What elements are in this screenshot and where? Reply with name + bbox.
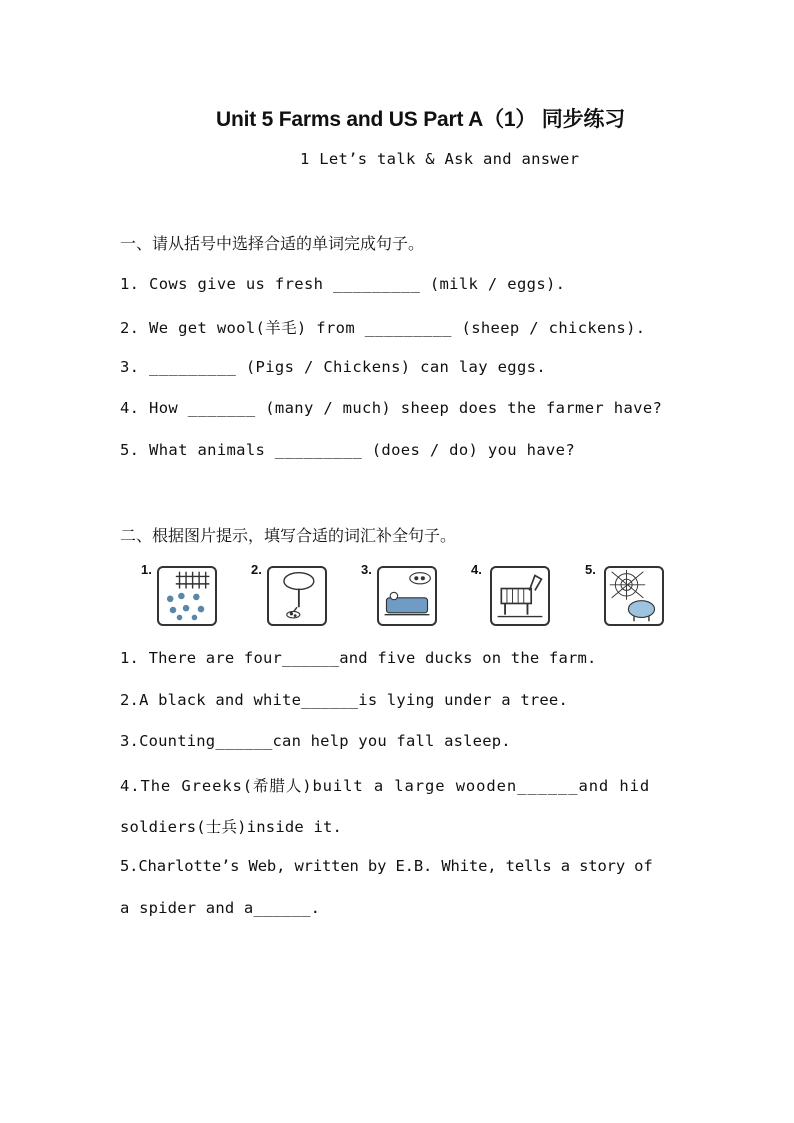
chickens-ducks-fence-icon <box>157 566 217 626</box>
picture-label-5: 5. <box>585 562 596 577</box>
section1-question-2: 2. We get wool(羊毛) from _________ (sheep / chickens). <box>120 319 646 337</box>
section2-heading: 二、根据图片提示，填写合适的词汇补全句子。 <box>120 526 457 545</box>
page-subtitle: 1 Let’s talk & Ask and answer <box>300 150 580 168</box>
section2-sentence-4-continued: soldiers(士兵)inside it. <box>120 818 343 836</box>
section2-sentence-5-continued: a spider and a______. <box>120 899 321 917</box>
section1-question-4: 4. How _______ (many / much) sheep does the farmer have? <box>120 399 663 417</box>
picture-label-3: 3. <box>361 562 372 577</box>
picture-label-4: 4. <box>471 562 482 577</box>
section1-question-1: 1. Cows give us fresh _________ (milk / eggs). <box>120 275 566 293</box>
picture-label-1: 1. <box>141 562 152 577</box>
sleeping-counting-sheep-icon <box>377 566 437 626</box>
picture-label-2: 2. <box>251 562 262 577</box>
section2-sentence-1: 1. There are four______and five ducks on the farm. <box>120 649 597 667</box>
section1-question-5: 5. What animals _________ (does / do) you have? <box>120 441 576 459</box>
wooden-horse-icon <box>490 566 550 626</box>
section2-sentence-3: 3.Counting______can help you fall asleep. <box>120 732 511 750</box>
page-title: Unit 5 Farms and US Part A（1） 同步练习 <box>216 108 625 131</box>
section2-sentence-5: 5.Charlotte’s Web, written by E.B. White, tells a story of <box>120 857 653 875</box>
section2-sentence-2: 2.A black and white______is lying under a tree. <box>120 691 568 709</box>
section2-sentence-4: 4.The Greeks(希腊人)built a large wooden______and hid <box>120 777 651 795</box>
section1-heading: 一、请从括号中选择合适的单词完成句子。 <box>120 234 425 253</box>
cow-under-tree-icon <box>267 566 327 626</box>
section1-question-3: 3. _________ (Pigs / Chickens) can lay eggs. <box>120 358 546 376</box>
spider-web-pig-icon <box>604 566 664 626</box>
